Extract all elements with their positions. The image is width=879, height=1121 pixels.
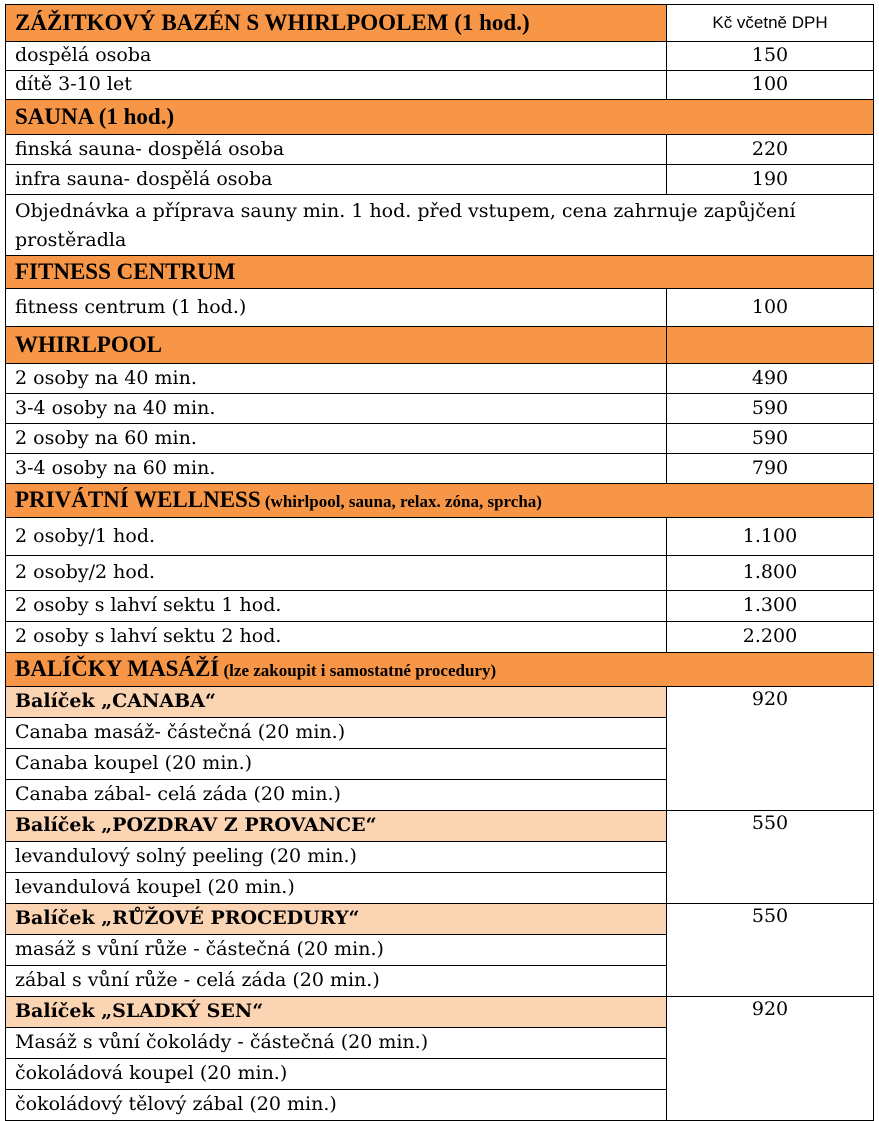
table-row <box>6 394 874 424</box>
item-name: čokoládový tělový zábal (20 min.) <box>6 1090 667 1121</box>
item-price: 100 <box>667 71 874 100</box>
package-name: Balíček „RŮŽOVÉ PROCEDURY“ <box>6 904 667 935</box>
package-price: 920 <box>667 997 874 1121</box>
price-list-table <box>5 4 874 1121</box>
item-name: 2 osoby na 60 min. <box>6 424 667 454</box>
item-name: dítě 3-10 let <box>6 71 667 100</box>
section-title-text: BALÍČKY MASÁŽÍ <box>15 656 220 682</box>
item-name: Canaba koupel (20 min.) <box>6 749 667 780</box>
package-row <box>6 997 874 1028</box>
section-title-text: PRIVÁTNÍ WELLNESS <box>15 487 261 513</box>
item-name: Masáž s vůní čokolády - částečná (20 min.) <box>6 1028 667 1059</box>
item-name: dospělá osoba <box>6 42 667 71</box>
item-name: 3-4 osoby na 40 min. <box>6 394 667 424</box>
item-price: 490 <box>667 364 874 394</box>
package-price: 550 <box>667 904 874 997</box>
item-name: 2 osoby na 40 min. <box>6 364 667 394</box>
item-name: Canaba masáž- částečná (20 min.) <box>6 718 667 749</box>
item-price: 190 <box>667 165 874 195</box>
table-row <box>6 165 874 195</box>
table-row <box>6 518 874 556</box>
package-name: Balíček „CANABA“ <box>6 687 667 718</box>
section-header-sauna <box>6 100 874 135</box>
table-row <box>6 135 874 165</box>
table-row <box>6 42 874 71</box>
package-row <box>6 904 874 935</box>
section-header-wellness <box>6 484 874 518</box>
item-name: 2 osoby s lahví sektu 1 hod. <box>6 591 667 622</box>
package-name: Balíček „POZDRAV Z PROVANCE“ <box>6 811 667 842</box>
item-name: fitness centrum (1 hod.) <box>6 289 667 327</box>
item-name: 2 osoby/2 hod. <box>6 556 667 591</box>
section-title-pool: ZÁŽITKOVÝ BAZÉN S WHIRLPOOLEM (1 hod.) <box>6 5 667 42</box>
package-price: 920 <box>667 687 874 811</box>
section-header-pool <box>6 5 874 42</box>
item-name: masáž s vůní růže - částečná (20 min.) <box>6 935 667 966</box>
item-price: 220 <box>667 135 874 165</box>
section-header-fitness <box>6 256 874 289</box>
section-header-cell <box>667 327 874 364</box>
item-name: levandulový solný peeling (20 min.) <box>6 842 667 873</box>
item-name: levandulová koupel (20 min.) <box>6 873 667 904</box>
package-row <box>6 687 874 718</box>
section-header-whirlpool <box>6 327 874 364</box>
table-row <box>6 556 874 591</box>
table-row <box>6 424 874 454</box>
item-name: infra sauna- dospělá osoba <box>6 165 667 195</box>
section-title-wellness <box>6 484 874 518</box>
item-price: 1.100 <box>667 518 874 556</box>
item-price: 1.800 <box>667 556 874 591</box>
section-title-fitness: FITNESS CENTRUM <box>6 256 874 289</box>
sauna-note-row <box>6 195 874 256</box>
table-row <box>6 71 874 100</box>
section-title-sauna: SAUNA (1 hod.) <box>6 100 874 135</box>
item-name: finská sauna- dospělá osoba <box>6 135 667 165</box>
price-column-header: Kč včetně DPH <box>667 5 874 42</box>
table-row <box>6 591 874 622</box>
section-title-massage <box>6 653 874 687</box>
item-price: 790 <box>667 454 874 484</box>
table-row <box>6 622 874 653</box>
package-name: Balíček „SLADKÝ SEN“ <box>6 997 667 1028</box>
item-price: 150 <box>667 42 874 71</box>
section-subtitle: (lze zakoupit i samostatné procedury) <box>219 661 497 681</box>
item-name: zábal s vůní růže - celá záda (20 min.) <box>6 966 667 997</box>
item-name: 3-4 osoby na 60 min. <box>6 454 667 484</box>
section-header-massage <box>6 653 874 687</box>
item-price: 590 <box>667 394 874 424</box>
section-title-whirlpool: WHIRLPOOL <box>6 327 667 364</box>
item-name: 2 osoby/1 hod. <box>6 518 667 556</box>
item-price: 590 <box>667 424 874 454</box>
table-row <box>6 364 874 394</box>
item-price: 100 <box>667 289 874 327</box>
item-name: 2 osoby s lahví sektu 2 hod. <box>6 622 667 653</box>
item-price: 2.200 <box>667 622 874 653</box>
item-price: 1.300 <box>667 591 874 622</box>
item-name: čokoládová koupel (20 min.) <box>6 1059 667 1090</box>
section-subtitle: (whirlpool, sauna, relax. zóna, sprcha) <box>260 492 542 512</box>
table-row <box>6 289 874 327</box>
item-name: Canaba zábal- celá záda (20 min.) <box>6 780 667 811</box>
package-row <box>6 811 874 842</box>
package-price: 550 <box>667 811 874 904</box>
sauna-note: Objednávka a příprava sauny min. 1 hod. před vstupem, cena zahrnuje zapůjčení prostěradla <box>6 195 874 256</box>
table-row <box>6 454 874 484</box>
